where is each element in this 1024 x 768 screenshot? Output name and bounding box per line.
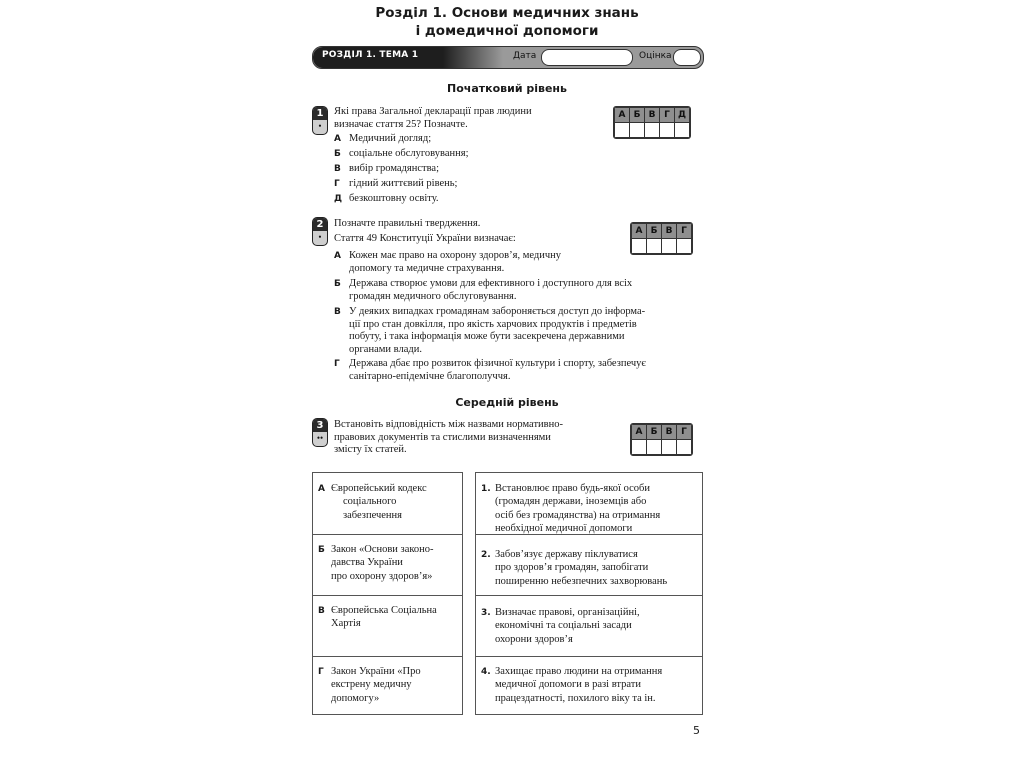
question-number: 3 [313,419,327,432]
page-number: 5 [693,724,700,737]
answer-grid-3: А Б В Г [630,423,693,456]
match-left-item: В Європейська Соціальна Хартія [313,595,462,656]
match-left-item: А Європейський кодекс соціального забезпечення [318,483,427,521]
grade-label: Оцінка [639,51,672,61]
level-heading-middle: Середній рівень [455,396,559,409]
difficulty-marker: • [318,232,322,242]
match-column-definitions [475,472,703,715]
answer-cell[interactable] [632,440,647,455]
match-column-documents [312,472,463,715]
question-badge-2 [312,217,328,246]
answer-cell[interactable] [632,239,647,254]
answer-cell[interactable] [677,440,692,455]
answer-cell[interactable] [662,440,677,455]
answer-cell[interactable] [645,123,660,138]
match-left-item: Б Закон «Основи законо- давства України про охорону здоров’я» [313,534,462,595]
match-right-item: 3. Визначає правові, організаційні, економічні та соціальні засади охорони здоров’я [476,595,702,656]
question-text-3: Встановіть відповідність між назвами нормативно- правових документів та стислими визначеннями змісту їх статей. [334,419,563,456]
answer-cell[interactable] [675,123,690,138]
match-right-item: 2. Забов’язує державу піклуватися про здоров’я громадян, запобігати поширенню небезпечних захворювань [476,534,702,595]
question-number: 1 [313,107,327,120]
page-title-line1: Розділ 1. Основи медичних знань [375,5,639,21]
match-right-item: 1. Встановлює право будь-якої особи (громадян держави, іноземців або осіб без громадянства) на отримання необхідної медичної допомоги [481,483,661,535]
answer-cell[interactable] [615,123,630,138]
answer-cell[interactable] [647,239,662,254]
question-text-2: Позначте правильні твердження. Стаття 49 Конституції України визначає: [334,218,516,244]
match-right-item: 4. Захищає право людини на отримання медичної допомоги в разі втрати працездатності, похилого віку та ін. [476,656,702,715]
question-text-1: Які права Загальної декларації прав людини визначає стаття 25? Позначте. [334,106,532,130]
topic-label: РОЗДІЛ 1. ТЕМА 1 [322,50,419,60]
question-number: 2 [313,218,327,231]
date-label: Дата [513,51,537,61]
page-title-line2: і домедичної допомоги [415,23,599,39]
level-heading-initial: Початковий рівень [447,82,567,95]
grade-field[interactable] [673,49,701,66]
answer-cell[interactable] [662,239,677,254]
topic-header-bar [312,46,704,69]
date-field[interactable] [541,49,633,66]
answer-cell[interactable] [630,123,645,138]
question-badge-1 [312,106,328,135]
answer-grid-1: А Б В Г Д [613,106,691,139]
question-badge-3 [312,418,328,447]
difficulty-marker: • [318,121,322,131]
answer-cell[interactable] [647,440,662,455]
match-left-item: Г Закон України «Про екстрену медичну допомогу» [313,656,462,715]
answer-grid-2: А Б В Г [630,222,693,255]
answer-cell[interactable] [660,123,675,138]
difficulty-marker: •• [316,433,324,443]
answer-cell[interactable] [677,239,692,254]
page-title [0,4,1014,40]
